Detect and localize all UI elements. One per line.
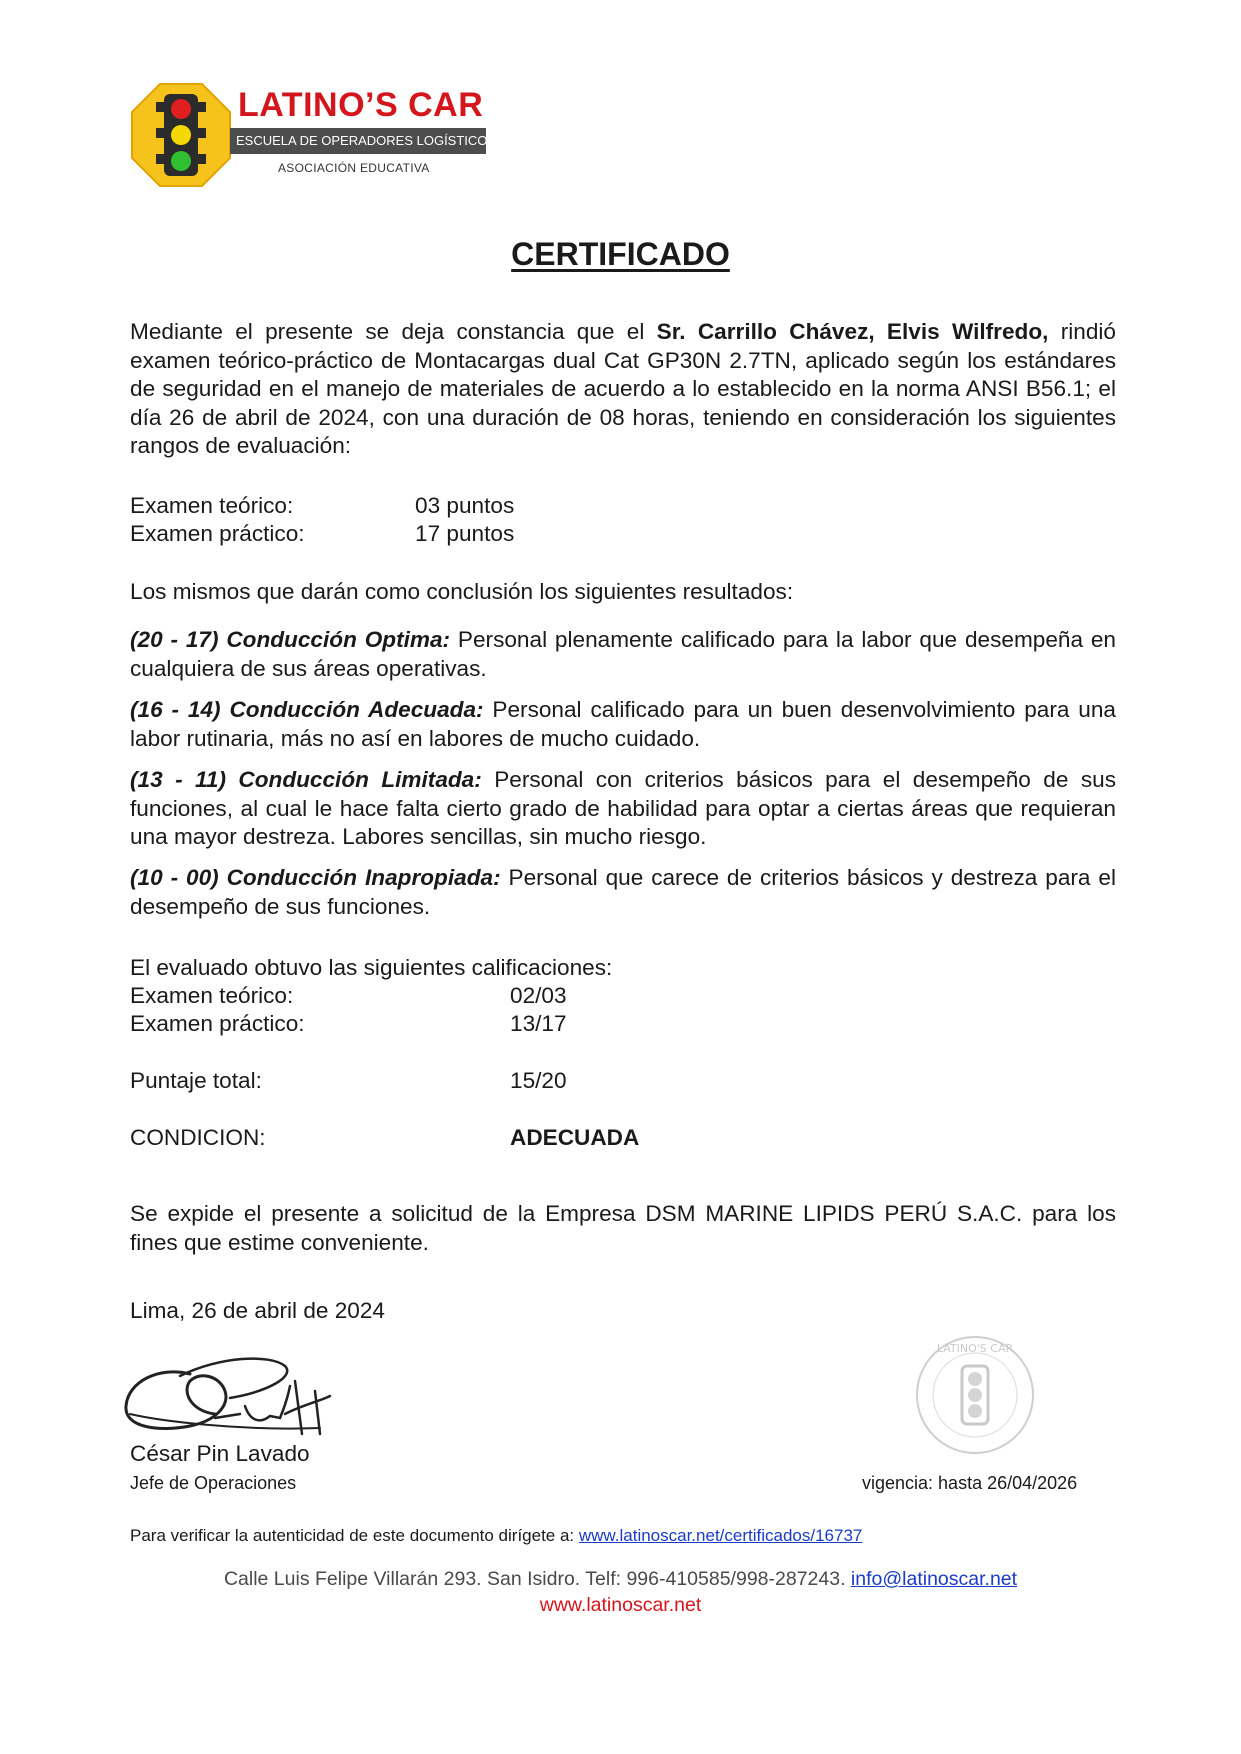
range-row [130,520,305,548]
practice-grade-value: 13/17 [510,1011,567,1036]
issue-paragraph: Se expide el presente a solicitud de la Empresa DSM MARINE LIPIDS PERÚ S.A.C. para los fines que estime conveniente. [130,1201,1116,1255]
level-text: Personal calificado para un buen desenvolvimiento para una labor rutinaria, más no así en labores de mucho cuidado. [130,697,1116,751]
level-heading: (20 - 17) Conducción Optima: [130,627,451,652]
intro-text-1: Mediante el presente se deja constancia que el [130,319,657,344]
level-text: Personal que carece de criterios básicos y destreza para el desempeño de sus funciones. [130,865,1116,919]
footer-address: Calle Luis Felipe Villarán 293. San Isidro. Telf: 996-410585/998-287243. [223,1568,851,1590]
document-title: CERTIFICADO [511,236,730,272]
theory-grade-value: 02/03 [510,983,567,1008]
intro-paragraph [130,318,1116,461]
range-value: 03 puntos [415,493,515,518]
brand-name: LATINO’S CAR [238,86,484,124]
practice-grade-label: Examen práctico: [130,1011,305,1036]
level-text: Personal con criterios básicos para el desempeño de sus funciones, al cual le hace falta cierto grado de habilidad para optar a ciertas áreas que requieran una mayor destreza. Labores sencillas, sin mucho riesgo. [130,767,1116,849]
intro-text-2: rindió examen teórico-práctico de Montacargas dual Cat GP30N 2.7TN, aplicado según los estándares de seguridad en el manejo de materiales de acuerdo a lo establecido en la norma ANSI B56.1; el día 26 de abril de 2024, con una duración de 08 horas, teniendo en consideración los siguientes rangos de evaluación: [130,319,1116,458]
place-date: Lima, 26 de abril de 2024 [130,1298,385,1323]
level-text: Personal plenamente calificado para la labor que desempeña en cualquiera de sus áreas operativas. [130,627,1116,681]
total-score-label: Puntaje total: [130,1068,262,1093]
condition-label: CONDICION: [130,1125,266,1150]
range-label: Examen teórico: [130,493,294,518]
theory-grade-label: Examen teórico: [130,983,294,1008]
footer-address-line [0,1568,1241,1591]
verify-text: Para verificar la autenticidad de este documento dirígete a: [130,1526,579,1545]
traffic-light-logo-icon [130,82,232,188]
brand-tagline: ASOCIACIÓN EDUCATIVA [278,161,430,175]
signer-role: Jefe de Operaciones [130,1473,297,1493]
footer-website[interactable]: www.latinoscar.net [539,1594,702,1616]
validity-date: vigencia: hasta 26/04/2026 [862,1473,1078,1493]
level-heading: (13 - 11) Conducción Limitada: [130,767,482,792]
footer-email-link[interactable]: info@latinoscar.net [850,1568,1018,1590]
level-item [130,766,1116,852]
range-value: 17 puntos [415,521,515,546]
condition-value: ADECUADA [510,1125,640,1150]
level-item [130,626,1116,683]
total-score-value: 15/20 [510,1068,567,1093]
signature-image [120,1336,340,1446]
level-item [130,696,1116,753]
range-row [130,492,293,520]
svg-text:LATINO'S CAR: LATINO'S CAR [936,1342,1014,1355]
verify-line [130,1526,862,1546]
verify-link[interactable]: www.latinoscar.net/certificados/16737 [578,1526,863,1545]
level-heading: (16 - 14) Conducción Adecuada: [130,697,484,722]
results-intro: Los mismos que darán como conclusión los siguientes resultados: [130,579,794,604]
level-item [130,864,1116,921]
candidate-name: Sr. Carrillo Chávez, Elvis Wilfredo, [656,319,1049,344]
range-label: Examen práctico: [130,521,305,546]
signer-name: César Pin Lavado [130,1441,310,1466]
level-heading: (10 - 00) Conducción Inapropiada: [130,865,501,890]
brand-subtitle: ESCUELA DE OPERADORES LOGÍSTICOS [236,133,497,148]
seal-stamp-icon [910,1330,1040,1460]
grades-intro: El evaluado obtuvo las siguientes calificaciones: [130,955,613,980]
